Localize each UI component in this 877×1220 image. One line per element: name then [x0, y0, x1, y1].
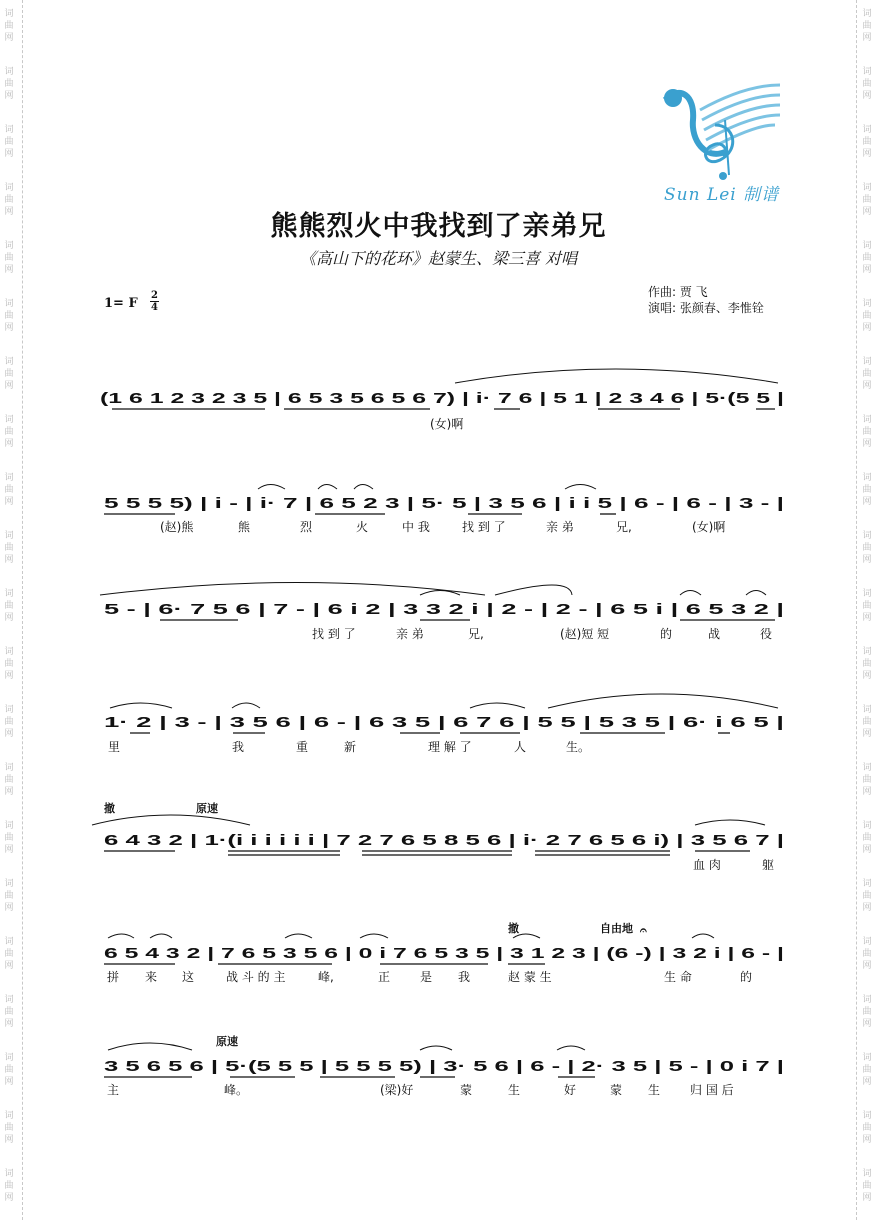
system-1-notes: (1 6 1 2 3 2 3 5 | 6 5 3 5 6 5 6 7) | i· 7 6 | 5 1 | 2 3 4 6 | 5·(5 5 |: [100, 390, 784, 407]
watermark-text: 词 曲 网: [4, 183, 14, 217]
lyric-syllable: 生: [508, 1083, 521, 1097]
watermark-text: 词 曲 网: [4, 705, 14, 739]
fermata-icon: 𝄐: [640, 923, 647, 937]
lyric-syllable: 新: [344, 740, 357, 754]
watermark-text: 词 曲 网: [4, 1169, 14, 1203]
watermark-text: 词 曲 网: [862, 705, 872, 739]
lyric-syllable: 战: [708, 627, 721, 641]
lyric-syllable: 赵 蒙 生: [508, 970, 552, 984]
watermark-text: 词 曲 网: [4, 473, 14, 507]
lyric-syllable: 人: [514, 740, 527, 754]
watermark-text: 词 曲 网: [862, 995, 872, 1029]
lyric-syllable: 蒙: [610, 1083, 623, 1097]
system-6-notes: 6 5 4 3 2 | 7 6 5 3 5 6 | 0 i 7 6 5 3 5 | 3 1 2 3 | (6 -) | 3 2 i | 6 - |: [104, 945, 784, 962]
lyric-syllable: 里: [108, 740, 121, 754]
system-3-lyrics: [312, 626, 772, 641]
logo-text: Sun Lei 制谱: [664, 185, 780, 205]
system-2-lyrics: [160, 519, 725, 534]
system-4-notes: 1· 2 | 3 - | 3 5 6 | 6 - | 6 3 5 | 6 7 6 | 5 5 | 5 3 5 | 6· i 6 5 |: [104, 714, 784, 731]
composer-line: 作曲: 贾 飞: [648, 285, 708, 299]
lyric-syllable: 这: [182, 970, 195, 984]
lyric-syllable: 来: [145, 970, 158, 984]
lyric-syllable: 峰,: [318, 970, 334, 984]
lyric-syllable: 生。: [566, 740, 591, 754]
watermark-text: 词 曲 网: [862, 9, 872, 43]
lyric-syllable: 生 命: [664, 970, 692, 984]
singer-line: 演唱: 张颜春、李惟铨: [648, 301, 764, 315]
lyric-syllable: 拼: [107, 970, 120, 984]
song-subtitle: 《高山下的花环》赵蒙生、梁三喜 对唱: [299, 249, 578, 268]
lyric-syllable: 中 我: [402, 520, 430, 534]
watermark-text: 词 曲 网: [862, 647, 872, 681]
system-5-notes: 6 4 3 2 | 1·(i i i i i i | 7 2 7 6 5 8 5 6 | i· 2 7 6 5 6 i) | 3 5 6 7 |: [104, 832, 784, 849]
system-7-notes: 3 5 6 5 6 | 5·(5 5 5 | 5 5 5 5) | 3· 5 6 | 6 - | 2· 3 5 | 5 - | 0 i 7 |: [104, 1058, 784, 1075]
watermark-text: 词 曲 网: [862, 1053, 872, 1087]
watermark-text: 词 曲 网: [4, 1053, 14, 1087]
lyric-syllable: 找 到 了: [462, 520, 506, 534]
watermark-text: 词 曲 网: [862, 125, 872, 159]
lyric-syllable: 兄,: [468, 627, 484, 641]
system-7-lyrics: [107, 1082, 734, 1097]
system-1-lyrics: [430, 417, 463, 431]
lyric-syllable: 熊: [238, 520, 251, 534]
watermark-text: 词 曲 网: [862, 299, 872, 333]
lyric-syllable: 亲 弟: [546, 520, 574, 534]
lyric-syllable: 是: [420, 970, 433, 984]
system-6-lyrics: [107, 969, 752, 984]
lyric-syllable: 归 国 后: [690, 1083, 734, 1097]
watermark-text: 词 曲 网: [4, 589, 14, 623]
lyric-syllable: 蒙: [460, 1083, 473, 1097]
watermark-text: 词 曲 网: [4, 9, 14, 43]
watermark-text: 词 曲 网: [862, 241, 872, 275]
watermark-text: 词 曲 网: [862, 937, 872, 971]
watermark-text: 词 曲 网: [862, 1169, 872, 1203]
watermark-text: 词 曲 网: [4, 125, 14, 159]
system-4-lyrics: [108, 739, 590, 754]
watermark-text: 词 曲 网: [4, 67, 14, 101]
lyric-syllable: 血 肉: [693, 858, 721, 872]
watermark-text: 词 曲 网: [862, 415, 872, 449]
lyric-syllable: 兄,: [616, 520, 632, 534]
watermark-text: 词 曲 网: [862, 589, 872, 623]
lyric-syllable: 主: [107, 1083, 120, 1097]
watermark-text: 词 曲 网: [4, 299, 14, 333]
time-sig-top: 2: [151, 290, 158, 301]
watermark-text: 词 曲 网: [4, 357, 14, 391]
watermark-text: 词 曲 网: [862, 879, 872, 913]
lyric-syllable: 烈: [300, 520, 313, 534]
watermark-text: 词 曲 网: [862, 763, 872, 797]
lyric-syllable: (赵)熊: [160, 520, 194, 534]
mark-a-tempo-1: 原速: [196, 802, 218, 815]
lyric-syllable: 的: [660, 627, 673, 641]
watermark-text: 词 曲 网: [4, 1111, 14, 1145]
watermark-text: 词 曲 网: [4, 241, 14, 275]
lyric-syllable: (女)啊: [692, 520, 726, 534]
lyric-syllable: 役: [760, 627, 773, 641]
lyric-syllable: 峰。: [224, 1083, 249, 1097]
song-title: 熊熊烈火中我找到了亲弟兄: [270, 211, 607, 242]
mark-rit-1: 撤: [104, 802, 115, 815]
watermark-text: 词 曲 网: [862, 1111, 872, 1145]
watermark-text: 词 曲 网: [4, 879, 14, 913]
lyric-syllable: 重: [296, 740, 309, 754]
lyric-syllable: 找 到 了: [312, 627, 356, 641]
lyric-syllable: 亲 弟: [396, 627, 424, 641]
time-sig-bottom: 4: [151, 302, 158, 313]
system-3-notes: 5 - | 6· 7 5 6 | 7 - | 6 i 2 | 3 3 2 i | 2 - | 2 - | 6 5 i | 6 5 3 2 |: [104, 601, 784, 618]
watermark-text: 词 曲 网: [4, 821, 14, 855]
watermark-text: 词 曲 网: [862, 531, 872, 565]
system-5-lyrics: [693, 858, 774, 872]
lyric-syllable: 正: [378, 970, 391, 984]
lyric-syllable: (梁)好: [380, 1083, 414, 1097]
system-2-notes: 5 5 5 5) | i - | i· 7 | 6 5 2 3 | 5· 5 | 3 5 6 | i i 5 | 6 - | 6 - | 3 - |: [104, 495, 784, 512]
mark-a-tempo-2: 原速: [216, 1035, 238, 1048]
watermark-text: 词 曲 网: [862, 821, 872, 855]
watermark-text: 词 曲 网: [862, 183, 872, 217]
lyric-syllable: (女)啊: [430, 417, 464, 431]
lyric-syllable: 我: [232, 740, 245, 754]
watermark-text: 词 曲 网: [4, 937, 14, 971]
lyric-syllable: 火: [356, 520, 369, 534]
lyric-syllable: 战 斗 的 主: [226, 970, 286, 984]
key-signature: 1= F: [104, 296, 138, 311]
watermark-text: 词 曲 网: [862, 67, 872, 101]
lyric-rows: [107, 417, 774, 1097]
watermark-text: 词 曲 网: [862, 357, 872, 391]
mark-rit-2: 撤: [508, 922, 519, 935]
lyric-syllable: 躯: [762, 858, 775, 872]
lyric-syllable: 的: [740, 970, 753, 984]
watermark-text: 词 曲 网: [4, 763, 14, 797]
watermark-text: 词 曲 网: [4, 531, 14, 565]
lyric-syllable: 理 解 了: [428, 740, 472, 754]
lyric-syllable: 生: [648, 1083, 661, 1097]
lyric-syllable: 好: [564, 1083, 577, 1097]
lyric-syllable: 我: [458, 970, 471, 984]
watermark-text: 词 曲 网: [862, 473, 872, 507]
watermark-text: 词 曲 网: [4, 647, 14, 681]
mark-ad-lib: 自由地: [600, 922, 633, 935]
watermark-text: 词 曲 网: [4, 415, 14, 449]
lyric-syllable: (赵)短 短: [560, 627, 610, 641]
watermark-text: 词 曲 网: [4, 995, 14, 1029]
